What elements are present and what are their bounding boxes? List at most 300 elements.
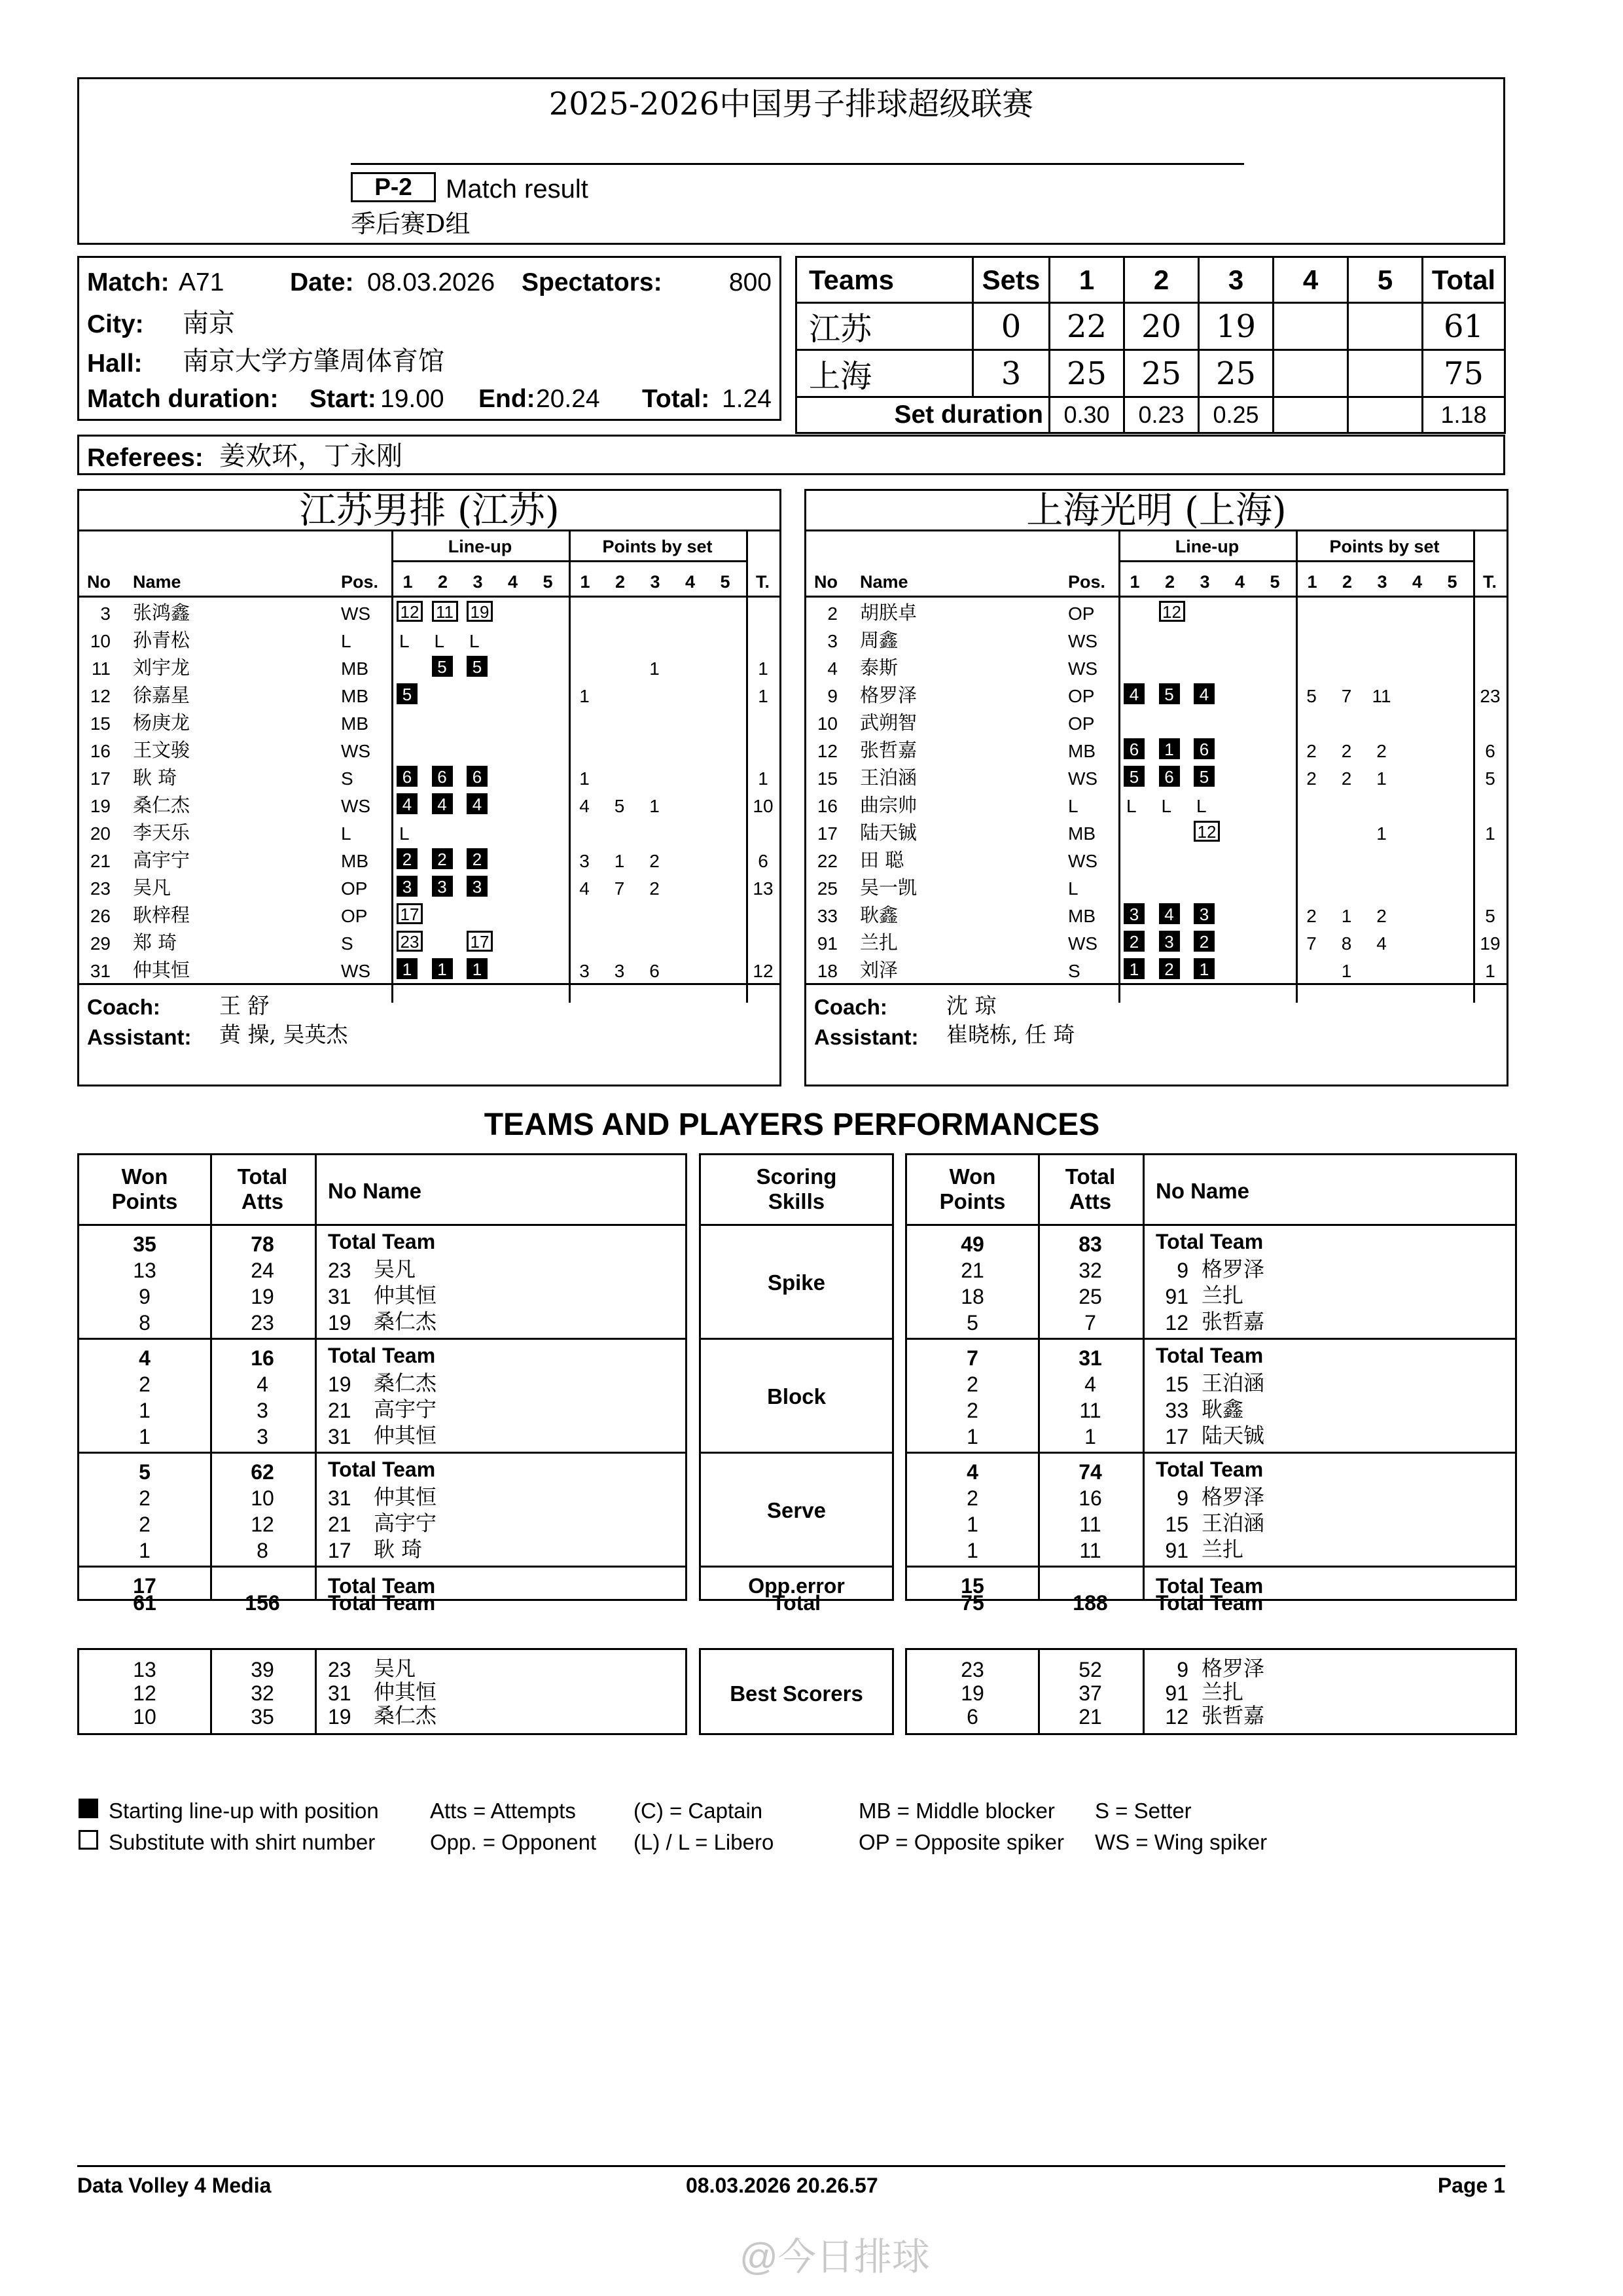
player-name: 田 聪 — [860, 849, 904, 871]
player-name: 张鸿鑫 — [133, 601, 190, 624]
best-scorer-atts: 21 — [1079, 1705, 1102, 1729]
player-atts: 32 — [1079, 1259, 1102, 1282]
coach-name: 沈 琼 — [946, 993, 997, 1018]
skill-name: Spike — [767, 1270, 826, 1295]
set-score: 19 — [1199, 303, 1274, 350]
player-shirt: 15 — [1165, 1513, 1188, 1536]
starting-position: 1 — [1159, 738, 1180, 759]
set-duration-row — [796, 397, 1505, 433]
lineup-set-header: 1 — [402, 572, 413, 592]
skill-atts-total: 83 — [1079, 1232, 1102, 1256]
player-position: WS — [341, 961, 371, 981]
player-number: 22 — [817, 851, 838, 871]
score-row-away — [796, 350, 1505, 397]
won-header-2: Points — [939, 1189, 1006, 1213]
player-position: WS — [1068, 631, 1098, 651]
player-number: 29 — [90, 933, 111, 954]
set-duration — [1348, 397, 1423, 433]
player-position: MB — [1068, 823, 1096, 844]
points-set-header: 1 — [1307, 572, 1317, 592]
player-name: 桑仁杰 — [374, 1309, 437, 1334]
set-points: 2 — [649, 851, 660, 871]
lineup-set-header: 3 — [473, 572, 483, 592]
player-name: 周鑫 — [860, 629, 899, 651]
player-position: L — [1068, 796, 1079, 816]
best-scorer-points: 19 — [961, 1681, 984, 1705]
footer-page: Page 1 — [1437, 2174, 1505, 2197]
player-shirt: 31 — [328, 1285, 351, 1308]
column-rule — [1143, 1650, 1145, 1733]
player-number: 4 — [827, 658, 838, 679]
total-header: Total — [1423, 257, 1505, 303]
opp-error-label: Opp.error — [748, 1574, 845, 1598]
player-position: S — [341, 933, 353, 954]
player-shirt: 33 — [1165, 1399, 1188, 1422]
player-name: 高宇宁 — [374, 1511, 437, 1535]
set-duration-label: Set duration — [796, 397, 1050, 433]
column-rule — [1296, 531, 1298, 1003]
score-header-row — [796, 257, 1505, 303]
starting-position: 6 — [1159, 766, 1180, 787]
opp-error-rule — [907, 1566, 1515, 1568]
player-name: 王泊涵 — [1202, 1371, 1265, 1395]
won-header-1: Won — [121, 1164, 168, 1189]
column-rule — [1038, 1650, 1040, 1733]
player-number: 9 — [827, 686, 838, 706]
lineup-set-header: 3 — [1200, 572, 1210, 592]
total-points: 75 — [1423, 350, 1505, 397]
total-team-label: Total Team — [1156, 1344, 1264, 1367]
match-phase: 季后赛D组 — [351, 209, 471, 238]
legend-libero: (L) / L = Libero — [633, 1830, 774, 1854]
player-atts: 4 — [257, 1372, 268, 1396]
set-duration: 0.25 — [1199, 397, 1274, 433]
substitute-number: 11 — [432, 601, 458, 622]
player-number: 23 — [90, 878, 111, 899]
set-score — [1348, 303, 1423, 350]
column-rule — [569, 531, 571, 1003]
player-name: 兰扎 — [1202, 1537, 1244, 1562]
starting-lineup-swatch — [79, 1799, 98, 1818]
match-info-panel — [77, 256, 781, 421]
player-atts: 24 — [251, 1259, 274, 1282]
team-name: 江苏 — [796, 303, 973, 350]
total-team-label: Total Team — [1156, 1591, 1264, 1615]
no-name-header: No Name — [1156, 1179, 1250, 1203]
column-rule — [1143, 1155, 1145, 1599]
total-points: 1 — [758, 686, 768, 706]
set-points: 5 — [1306, 686, 1317, 706]
libero-mark: L — [434, 631, 445, 651]
points-set-header: 3 — [650, 572, 660, 592]
starting-position: 2 — [1124, 931, 1145, 952]
player-atts: 1 — [1084, 1425, 1096, 1448]
player-name: 耿 琦 — [374, 1537, 423, 1562]
set-points: 2 — [649, 878, 660, 899]
player-number: 11 — [91, 658, 111, 679]
player-atts: 11 — [1079, 1539, 1101, 1562]
player-number: 15 — [817, 768, 838, 789]
starting-position: 3 — [1124, 903, 1145, 924]
legend-op: OP = Opposite spiker — [859, 1830, 1064, 1854]
player-position: MB — [341, 851, 368, 871]
atts-header-1: Total — [1065, 1164, 1116, 1189]
total-header: T. — [755, 572, 770, 592]
player-number: 19 — [90, 796, 111, 816]
teams-header: Teams — [796, 257, 973, 303]
legend-s: S = Setter — [1095, 1799, 1192, 1823]
player-number: 31 — [90, 961, 111, 981]
player-position: MB — [1068, 906, 1096, 926]
lineup-set-header: 4 — [507, 572, 518, 592]
set2-header: 2 — [1124, 257, 1199, 303]
player-position: OP — [1068, 603, 1095, 624]
watermark: @今日排球 — [740, 2236, 930, 2278]
player-won: 1 — [967, 1513, 978, 1536]
player-atts: 23 — [251, 1311, 274, 1335]
player-position: WS — [1068, 933, 1098, 954]
sets-won: 3 — [973, 350, 1050, 397]
atts-header-1: Total — [237, 1164, 288, 1189]
starting-position: 1 — [397, 958, 418, 979]
total-points: 1 — [1485, 961, 1495, 981]
starting-position: 2 — [397, 848, 418, 869]
player-name: 李天乐 — [133, 821, 190, 844]
set-points: 1 — [649, 658, 660, 679]
substitute-number: 23 — [397, 931, 423, 952]
player-position: WS — [341, 796, 371, 816]
assistant-label: Assistant: — [87, 1025, 192, 1049]
set-duration — [1274, 397, 1348, 433]
points-set-header: 2 — [1342, 572, 1353, 592]
player-won: 5 — [967, 1311, 978, 1335]
set-points: 3 — [614, 961, 625, 981]
scoring-skills-header — [701, 1164, 892, 1214]
starting-position: 5 — [432, 656, 453, 677]
set-points: 7 — [1306, 933, 1317, 954]
best-scorer-points: 23 — [961, 1658, 984, 1681]
player-atts: 10 — [251, 1486, 274, 1510]
pos-header: Pos. — [341, 572, 379, 592]
player-shirt: 21 — [328, 1513, 351, 1536]
set-score — [1274, 303, 1348, 350]
player-name: 耿鑫 — [860, 904, 899, 926]
referees-names: 姜欢环，丁永刚 — [219, 441, 402, 471]
player-atts: 11 — [1079, 1399, 1101, 1422]
header-rule — [79, 1224, 685, 1226]
home-performance-table — [77, 1153, 687, 1615]
player-won: 9 — [139, 1285, 151, 1308]
substitute-number: 17 — [467, 931, 493, 952]
best-scorer-points: 12 — [133, 1681, 156, 1705]
total-duration: 1.24 — [722, 385, 772, 413]
skill-name: Serve — [767, 1498, 826, 1522]
best-scorer-name: 张哲嘉 — [1202, 1703, 1265, 1728]
no-header: No — [814, 572, 838, 592]
starting-position: 6 — [467, 766, 488, 787]
sets-header: Sets — [973, 257, 1050, 303]
total-label: Total: — [642, 385, 710, 413]
player-name: 刘宇龙 — [133, 656, 190, 679]
player-name: 孙青松 — [133, 629, 190, 651]
starting-position: 3 — [432, 876, 453, 897]
player-atts: 12 — [251, 1513, 274, 1536]
skill-atts-total: 62 — [251, 1460, 274, 1484]
player-number: 10 — [90, 631, 111, 651]
total-points: 5 — [1485, 906, 1495, 926]
set-points: 5 — [614, 796, 625, 816]
best-scorer-shirt: 91 — [1165, 1681, 1188, 1705]
legend-opp: Opp. = Opponent — [430, 1830, 597, 1854]
player-name: 格罗泽 — [1202, 1484, 1265, 1509]
player-won: 13 — [133, 1259, 156, 1282]
best-scorers-label-box — [699, 1648, 894, 1735]
player-shirt: 9 — [1177, 1486, 1188, 1510]
points-set-header: 4 — [1412, 572, 1423, 592]
player-number: 20 — [90, 823, 111, 844]
set-points: 3 — [579, 851, 590, 871]
player-name: 耿 琦 — [133, 766, 177, 789]
set-points: 7 — [1341, 686, 1352, 706]
legend-substitute: Substitute with shirt number — [109, 1830, 376, 1854]
player-name: 耿梓程 — [133, 904, 190, 926]
player-atts: 3 — [257, 1399, 268, 1422]
start-label: Start: — [310, 385, 376, 413]
starting-position: 6 — [1194, 738, 1215, 759]
player-atts: 11 — [1079, 1513, 1101, 1536]
starting-position: 3 — [397, 876, 418, 897]
player-atts: 4 — [1084, 1372, 1096, 1396]
total-atts: 156 — [245, 1591, 280, 1615]
player-number: 3 — [100, 603, 111, 624]
sets-won: 0 — [973, 303, 1050, 350]
starting-position: 4 — [397, 793, 418, 814]
hall-value: 南京大学方肇周体育馆 — [183, 346, 444, 376]
player-name: 徐嘉星 — [133, 684, 190, 706]
player-name: 吴一凯 — [860, 876, 918, 899]
spectators-count: 800 — [728, 268, 772, 296]
duration-label: Match duration: — [87, 385, 279, 413]
player-atts: 16 — [1079, 1486, 1102, 1510]
set-points: 1 — [614, 851, 625, 871]
starting-position: 1 — [432, 958, 453, 979]
player-won: 1 — [967, 1425, 978, 1448]
best-scorer-shirt: 9 — [1177, 1658, 1188, 1681]
player-atts: 25 — [1079, 1285, 1102, 1308]
skill-won-total: 4 — [967, 1460, 978, 1484]
name-header: Name — [133, 572, 181, 592]
player-won: 2 — [139, 1486, 151, 1510]
set-points: 1 — [579, 768, 590, 789]
player-atts: 7 — [1084, 1311, 1096, 1335]
total-points: 12 — [753, 961, 774, 981]
starting-position: 6 — [1124, 738, 1145, 759]
player-name: 王泊涵 — [1202, 1511, 1265, 1535]
set3-header: 3 — [1199, 257, 1274, 303]
skills-header-1: Scoring — [756, 1164, 837, 1189]
player-name: 仲其恒 — [374, 1423, 437, 1448]
skill-name: Block — [767, 1384, 826, 1408]
set-points: 7 — [614, 878, 625, 899]
player-position: OP — [1068, 686, 1095, 706]
header-rule — [806, 596, 1507, 598]
home-roster — [77, 489, 781, 1086]
player-number: 16 — [817, 796, 838, 816]
points-set-header: 1 — [580, 572, 590, 592]
legend-atts: Atts = Attempts — [430, 1799, 576, 1823]
player-won: 2 — [139, 1372, 151, 1396]
player-number: 17 — [90, 768, 111, 789]
total-team-label: Total Team — [328, 1230, 436, 1253]
libero-mark: L — [1196, 796, 1207, 816]
skill-atts-total: 74 — [1079, 1460, 1102, 1484]
coach-rule — [806, 983, 1507, 985]
pos-header: Pos. — [1068, 572, 1106, 592]
set-points: 1 — [649, 796, 660, 816]
set-score: 20 — [1124, 303, 1199, 350]
block-rule — [701, 1338, 892, 1340]
column-rule — [315, 1155, 317, 1599]
footer-rule — [77, 2165, 1505, 2167]
player-position: WS — [1068, 768, 1098, 789]
column-rule — [1118, 531, 1120, 1003]
player-shirt: 21 — [328, 1399, 351, 1422]
header-rule — [351, 163, 1244, 165]
player-position: L — [1068, 878, 1079, 899]
points-by-set-header: Points by set — [1329, 537, 1440, 556]
best-scorers-label: Best Scorers — [730, 1681, 863, 1706]
lineup-set-header: 5 — [543, 572, 553, 592]
player-name: 格罗泽 — [860, 684, 918, 706]
player-position: L — [341, 823, 351, 844]
starting-position: 6 — [397, 766, 418, 787]
set1-header: 1 — [1050, 257, 1124, 303]
opp-error-won: 15 — [961, 1574, 984, 1598]
report-title: Match result — [446, 175, 588, 204]
substitute-swatch — [79, 1830, 98, 1850]
set-points: 1 — [1341, 961, 1352, 981]
best-scorer-name: 格罗泽 — [1202, 1656, 1265, 1681]
player-number: 17 — [817, 823, 838, 844]
player-number: 10 — [817, 713, 838, 734]
total-team-label: Total Team — [328, 1591, 436, 1615]
player-number: 26 — [90, 906, 111, 926]
player-position: OP — [341, 878, 368, 899]
player-name: 吴凡 — [374, 1257, 416, 1282]
player-won: 2 — [967, 1372, 978, 1396]
player-atts: 8 — [257, 1539, 268, 1562]
header-rule — [701, 1224, 892, 1226]
starting-position: 5 — [397, 683, 418, 704]
player-name: 王泊涵 — [860, 766, 918, 789]
player-name: 格罗泽 — [1202, 1257, 1265, 1282]
starting-position: 5 — [1124, 766, 1145, 787]
starting-position: 2 — [467, 848, 488, 869]
set4-header: 4 — [1274, 257, 1348, 303]
lineup-set-header: 4 — [1234, 572, 1245, 592]
set-score: 25 — [1124, 350, 1199, 397]
total-won: 61 — [133, 1591, 156, 1615]
best-scorer-shirt: 23 — [328, 1658, 351, 1681]
team-name: 上海 — [796, 350, 973, 397]
performance-title: TEAMS AND PLAYERS PERFORMANCES — [484, 1107, 1100, 1142]
skill-won-total: 4 — [139, 1346, 151, 1370]
no-name-header: No Name — [328, 1179, 422, 1203]
city-value: 南京 — [183, 308, 235, 338]
points-set-header: 2 — [615, 572, 626, 592]
starting-position: 5 — [1159, 683, 1180, 704]
substitute-number: 19 — [467, 601, 493, 622]
set-points: 2 — [1376, 906, 1387, 926]
substitute-number: 17 — [397, 903, 423, 924]
best-scorer-points: 13 — [133, 1658, 156, 1681]
set-points: 4 — [579, 796, 590, 816]
assistant-names: 崔晓栋, 任 琦 — [946, 1022, 1075, 1047]
score-row-home — [796, 303, 1505, 350]
end-time: 20.24 — [536, 385, 600, 413]
starting-position: 6 — [432, 766, 453, 787]
player-won: 1 — [139, 1539, 151, 1562]
player-won: 8 — [139, 1311, 151, 1335]
substitute-number: 12 — [1194, 821, 1220, 842]
player-shirt: 17 — [1165, 1425, 1188, 1448]
best-scorer-shirt: 31 — [328, 1681, 351, 1705]
libero-mark: L — [469, 631, 480, 651]
total-points: 1 — [758, 658, 768, 679]
lineup-set-header: 1 — [1130, 572, 1140, 592]
player-position: S — [1068, 961, 1080, 981]
player-shirt: 15 — [1165, 1372, 1188, 1396]
set-duration: 0.30 — [1050, 397, 1124, 433]
block-rule — [79, 1338, 685, 1340]
starting-position: 3 — [1159, 931, 1180, 952]
end-label: End: — [478, 385, 535, 413]
block-rule — [907, 1452, 1515, 1454]
report-header — [77, 77, 1505, 245]
player-name: 泰斯 — [860, 656, 899, 679]
spectators-label: Spectators: — [522, 268, 662, 296]
total-team-label: Total Team — [328, 1458, 436, 1481]
starting-position: 1 — [1124, 958, 1145, 979]
player-name: 张哲嘉 — [860, 739, 918, 761]
player-won: 21 — [961, 1259, 984, 1282]
footer-software: Data Volley 4 Media — [77, 2174, 272, 2197]
best-scorer-atts: 32 — [251, 1681, 274, 1705]
player-name: 杨庚龙 — [133, 711, 190, 734]
set-points: 1 — [579, 686, 590, 706]
lineup-set-header: 2 — [1164, 572, 1175, 592]
total-points: 6 — [1485, 741, 1495, 761]
player-name: 高宇宁 — [374, 1397, 437, 1422]
player-shirt: 9 — [1177, 1259, 1188, 1282]
lineup-header: Line-up — [1175, 537, 1240, 556]
player-name: 王文骏 — [133, 739, 190, 761]
best-scorer-points: 10 — [133, 1705, 156, 1729]
lineup-set-header: 5 — [1270, 572, 1280, 592]
set-points: 2 — [1306, 906, 1317, 926]
best-scorer-name: 兰扎 — [1202, 1679, 1244, 1704]
hall-label: Hall: — [87, 350, 143, 378]
player-name: 吴凡 — [133, 876, 171, 899]
assistant-names: 黄 操, 吴英杰 — [219, 1022, 348, 1047]
scoring-skills-column — [699, 1153, 894, 1615]
player-name: 陆天铖 — [860, 821, 918, 844]
total-label: Total — [772, 1591, 821, 1615]
player-name: 郑 琦 — [133, 931, 177, 954]
player-position: WS — [1068, 658, 1098, 679]
set-points: 3 — [579, 961, 590, 981]
match-date: 08.03.2026 — [367, 268, 495, 296]
